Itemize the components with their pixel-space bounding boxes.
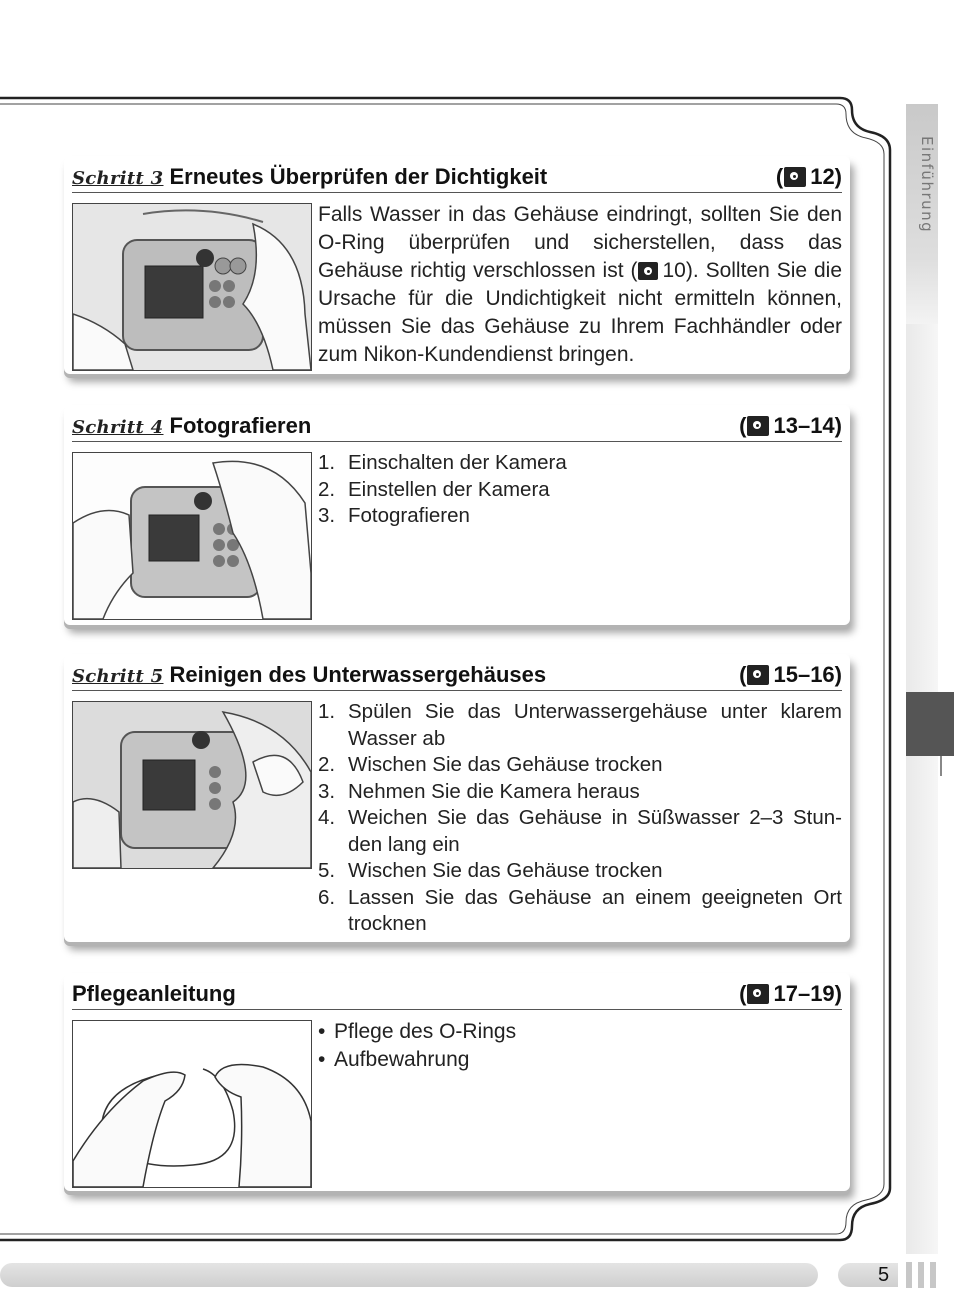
section-title: Pflegeanleitung	[72, 981, 236, 1006]
paragraph-text-cont: Sollten Sie die Ursache für die Undichtigkeit nicht ermitteln können, müssen Sie das Gehäuse zu Ihrem Fachhändler oder zum Nikon-Kundendienst bringen.	[318, 259, 842, 366]
section-step-3	[64, 156, 850, 374]
illustration-hands-holding-o-ring	[72, 1020, 312, 1188]
list-item: 6. Lassen Sie das Gehäuse an einem geeigneten Ort trocknen	[318, 885, 842, 935]
list-item: 5. Wischen Sie das Gehäuse trocken	[318, 859, 663, 882]
section-header	[72, 660, 842, 691]
section-title: Reinigen des Unterwassergehäuses	[169, 662, 547, 687]
chapter-tab-label: Einführung	[918, 136, 936, 234]
step-label: Schritt 4	[72, 417, 164, 438]
step-label: Schritt 5	[72, 666, 164, 687]
section-step-4	[64, 405, 850, 625]
reference-icon	[638, 262, 658, 280]
section-header	[72, 162, 842, 193]
section-step-5	[64, 654, 850, 942]
list-item: • Aufbewahrung	[318, 1046, 842, 1074]
list-item: 3. Fotografieren	[318, 504, 470, 527]
chapter-marker-line	[940, 756, 942, 776]
list-item: 2. Wischen Sie das Gehäuse trocken	[318, 753, 663, 776]
steps-list	[318, 450, 842, 530]
reference-icon	[747, 416, 769, 436]
list-item: 1. Einschalten der Kamera	[318, 451, 567, 474]
paragraph-text: Falls Wasser in das Gehäuse eindringt, sollten Sie den O-Ring überprüfen und sicherstellen, dass das Gehäuse richtig verschlossen ist (	[318, 203, 842, 282]
ref-pages: 15–16)	[773, 662, 842, 687]
ref-paren: (	[739, 981, 747, 1006]
inline-ref-pages: 10).	[662, 259, 699, 282]
ref-pages: 12)	[810, 164, 842, 189]
section-title: Erneutes Überprüfen der Dichtigkeit	[169, 164, 548, 189]
section-paragraph	[318, 201, 842, 369]
ref-paren: (	[775, 164, 784, 189]
steps-list	[318, 699, 842, 938]
page-reference[interactable]	[739, 413, 842, 441]
ref-paren: (	[739, 662, 747, 687]
list-item: 1. Spülen Sie das Unterwassergehäuse unter klarem Wasser ab	[318, 700, 842, 750]
section-header	[72, 411, 842, 442]
section-care-instructions	[64, 973, 850, 1191]
step-label: Schritt 3	[72, 168, 164, 189]
reference-icon	[747, 665, 769, 685]
reference-icon	[747, 984, 769, 1004]
chapter-marker	[906, 692, 954, 756]
bullet-list	[318, 1018, 842, 1074]
section-header	[72, 979, 842, 1010]
illustration-hands-checking-housing	[72, 203, 312, 371]
reference-icon	[784, 167, 806, 187]
page-reference[interactable]	[739, 662, 842, 690]
list-item: 4. Weichen Sie das Gehäuse in Süßwasser 2–3 Stunden lang ein	[318, 806, 842, 856]
footer-bar	[0, 1263, 818, 1287]
ref-pages: 13–14)	[773, 413, 842, 438]
ref-pages: 17–19)	[773, 981, 842, 1006]
page-reference[interactable]	[739, 981, 842, 1009]
page-number: 5	[878, 1264, 890, 1286]
section-title: Fotografieren	[169, 413, 312, 438]
list-item: 3. Nehmen Sie die Kamera heraus	[318, 779, 640, 803]
page-reference[interactable]	[776, 164, 842, 192]
list-item: 2. Einstellen der Kamera	[318, 477, 550, 501]
list-item: • Pflege des O-Rings	[318, 1018, 842, 1046]
illustration-hands-holding-housing	[72, 452, 312, 620]
ref-paren: (	[739, 413, 747, 438]
inline-page-reference[interactable]	[637, 257, 698, 285]
illustration-hands-wiping-housing	[72, 701, 312, 869]
